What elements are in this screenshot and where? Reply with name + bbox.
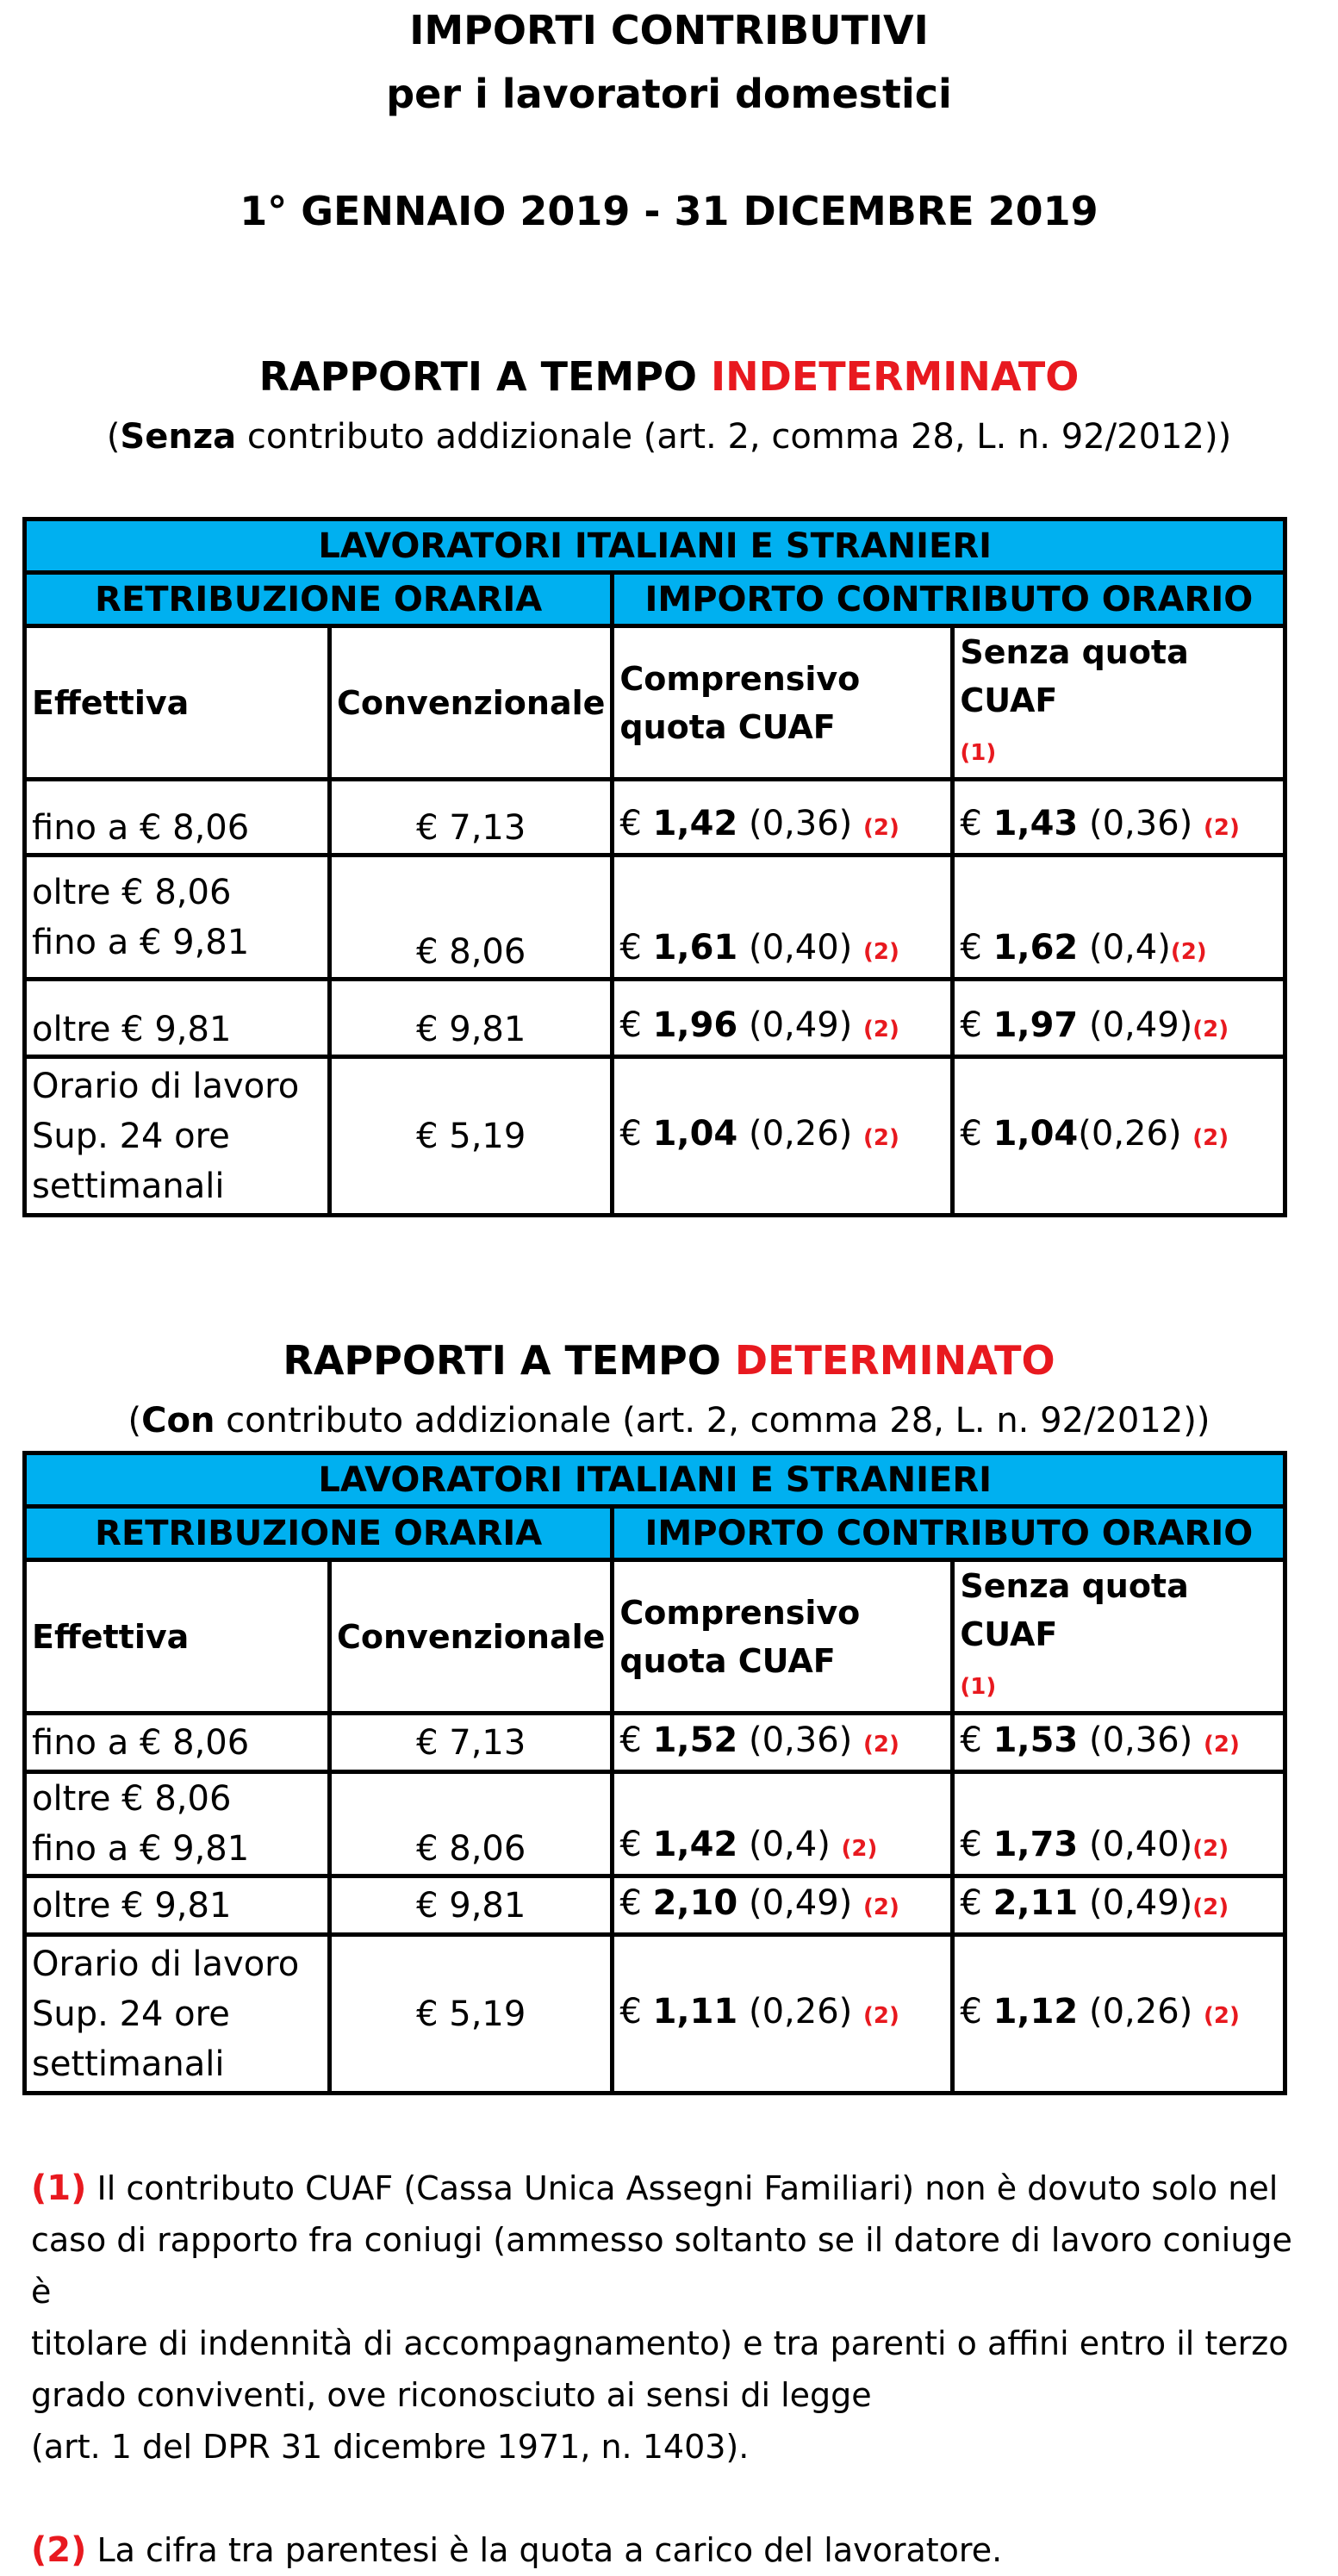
section-2-sub-rest: contributo addizionale (art. 2, comma 28, L. n. 92/2012)) [215,1401,1210,1440]
amount-prefix: € [960,1114,993,1154]
amount-prefix: € [619,1825,653,1864]
col-senza-ref: (1) [960,740,997,766]
cell-effettiva: fino a € 8,06 [25,1714,330,1772]
section-1-heading-prefix: RAPPORTI A TEMPO [258,353,712,400]
footnote-1-line: (art. 1 del DPR 31 dicembre 1971, n. 1403). [31,2428,750,2466]
amount-prefix: € [619,1005,653,1045]
cell-effettiva [25,856,330,980]
worker-share: (0,26) [1078,1992,1204,2032]
amount-value: 1,97 [993,1005,1079,1045]
cell-effettiva: oltre € 9,81 [25,1876,330,1935]
amount-prefix: € [960,1720,993,1760]
footnote-1-line: grado conviventi, ove riconosciuto ai sensi di legge [31,2376,872,2414]
amount-value: 1,43 [993,804,1079,843]
cell-convenzionale: € 5,19 [330,1057,613,1216]
amount-value: 1,04 [993,1114,1079,1154]
amount-prefix: € [619,1883,653,1923]
col-effettiva: Effettiva [25,626,330,780]
col-comprensivo: Comprensivo quota CUAF [613,1560,953,1714]
footnote-1-line: caso di rapporto fra coniugi (ammesso soltanto se il datore di lavoro coniuge è [31,2221,1292,2311]
note-ref: (2) [1192,1125,1229,1151]
cell-senza [953,780,1285,856]
note-ref: (2) [1192,1895,1229,1920]
table-row [25,980,1285,1057]
amount-value: 1,52 [652,1720,738,1760]
table-row [25,1935,1285,2094]
note-ref: (2) [862,1017,899,1042]
footnote-1 [31,2162,1315,2473]
table-row [25,780,1285,856]
cell-senza [953,1714,1285,1772]
cell-convenzionale: € 9,81 [330,1876,613,1935]
worker-share: (0,36) [1078,804,1204,843]
amount-prefix: € [960,804,993,843]
note-ref: (2) [1192,1017,1229,1042]
section-1-sub-rest: contributo addizionale (art. 2, comma 28, L. n. 92/2012)) [236,417,1232,457]
amount-value: 1,96 [652,1005,738,1045]
worker-share: (0,49) [737,1005,863,1045]
amount-value: 1,61 [652,928,738,968]
group-header: LAVORATORI ITALIANI E STRANIERI [25,1453,1285,1507]
worker-share: (0,49) [1078,1005,1193,1045]
table-row [25,1714,1285,1772]
cell-effettiva: fino a € 8,06 [25,780,330,856]
contribution-table-determinato [22,1451,1287,2095]
worker-share: (0,36) [737,804,863,843]
amount-value: 1,12 [993,1992,1079,2032]
cell-effettiva [25,1057,330,1216]
amount-value: 1,11 [652,1992,738,2032]
footnote-1-line: titolare di indennità di accompagnamento) e tra parenti o affini entro il terzo [31,2324,1289,2362]
col-convenzionale: Convenzionale [330,626,613,780]
cell-comprensivo [613,1935,953,2094]
amount-prefix: € [960,1825,993,1864]
amount-prefix: € [619,1720,653,1760]
amount-prefix: € [960,1992,993,2032]
worker-share: (0,49) [737,1883,863,1923]
effettiva-line: oltre € 8,06 [32,1779,232,1819]
cell-convenzionale: € 7,13 [330,780,613,856]
section-1-subtitle [0,417,1338,457]
effettiva-line: Sup. 24 ore [32,1116,230,1156]
footnote-2-text: La cifra tra parentesi è la quota a carico del lavoratore. [86,2531,1003,2569]
amount-prefix: € [619,928,653,968]
cell-senza [953,1772,1285,1876]
note-ref: (2) [862,2003,899,2029]
cell-convenzionale: € 7,13 [330,1714,613,1772]
amount-prefix: € [619,804,653,843]
footnote-2-ref: (2) [31,2530,87,2570]
cell-effettiva [25,1935,330,2094]
note-ref: (2) [1203,1732,1240,1758]
cell-comprensivo [613,980,953,1057]
section-2-heading [0,1337,1338,1384]
note-ref: (2) [862,815,899,841]
note-ref: (2) [1203,2003,1240,2029]
cell-comprensivo [613,1057,953,1216]
cell-senza [953,1057,1285,1216]
worker-share: (0,4) [1078,928,1171,968]
table-row [25,1057,1285,1216]
col-convenzionale: Convenzionale [330,1560,613,1714]
cell-convenzionale: € 9,81 [330,980,613,1057]
col-senza [953,626,1285,780]
right-header: IMPORTO CONTRIBUTO ORARIO [613,1507,1285,1560]
col-comprensivo: Comprensivo quota CUAF [613,626,953,780]
effettiva-line: oltre € 8,06 [32,872,232,912]
section-2-heading-prefix: RAPPORTI A TEMPO [283,1337,735,1384]
period-title: 1° GENNAIO 2019 - 31 DICEMBRE 2019 [240,188,1098,234]
note-ref: (2) [1192,1836,1229,1862]
title-line-1: IMPORTI CONTRIBUTIVI [409,7,929,53]
effettiva-line: Sup. 24 ore [32,1994,230,2034]
amount-value: 1,42 [652,1825,738,1864]
cell-convenzionale: € 8,06 [330,856,613,980]
group-header: LAVORATORI ITALIANI E STRANIERI [25,520,1285,573]
section-2-heading-highlight: DETERMINATO [734,1337,1055,1384]
section-1-heading [0,353,1338,400]
effettiva-line: settimanali [32,2044,225,2084]
left-header: RETRIBUZIONE ORARIA [25,1507,613,1560]
amount-value: 1,73 [993,1825,1079,1864]
footnote-1-ref: (1) [31,2168,87,2208]
worker-share: (0,49) [1078,1883,1193,1923]
note-ref: (2) [1203,815,1240,841]
worker-share: (0,36) [737,1720,863,1760]
note-ref: (2) [862,1895,899,1920]
worker-share: (0,4) [737,1825,842,1864]
cell-convenzionale: € 8,06 [330,1772,613,1876]
table-row [25,1876,1285,1935]
amount-value: 1,42 [652,804,738,843]
amount-prefix: € [960,928,993,968]
section-2-sub-bold: Con [141,1401,215,1440]
cell-senza [953,980,1285,1057]
cell-senza [953,1935,1285,2094]
amount-prefix: € [960,1883,993,1923]
note-ref: (2) [862,1125,899,1151]
section-1-sub-bold: Senza [120,417,237,457]
note-ref: (2) [1170,939,1207,965]
cell-comprensivo [613,780,953,856]
cell-comprensivo [613,1714,953,1772]
right-header: IMPORTO CONTRIBUTO ORARIO [613,573,1285,626]
amount-prefix: € [619,1114,653,1154]
amount-value: 1,53 [993,1720,1079,1760]
cell-comprensivo [613,1876,953,1935]
col-senza-ref: (1) [960,1674,997,1700]
section-2-sub-open: ( [128,1401,142,1440]
amount-value: 1,04 [652,1114,738,1154]
cell-effettiva [25,1772,330,1876]
section-1-sub-open: ( [106,417,121,457]
col-senza-label: Senza quota CUAF [960,633,1189,719]
table-row [25,856,1285,980]
cell-effettiva: oltre € 9,81 [25,980,330,1057]
note-ref: (2) [862,1732,899,1758]
effettiva-line: settimanali [32,1166,225,1206]
cell-comprensivo [613,856,953,980]
section-1-heading-highlight: INDETERMINATO [711,353,1080,400]
effettiva-line: fino a € 9,81 [32,1829,250,1869]
table-row [25,1772,1285,1876]
col-senza-label: Senza quota CUAF [960,1567,1189,1653]
worker-share: (0,36) [1078,1720,1204,1760]
amount-prefix: € [619,1992,653,2032]
amount-prefix: € [960,1005,993,1045]
footnotes [31,2162,1315,2576]
worker-share: (0,26) [1078,1114,1193,1154]
worker-share: (0,26) [737,1114,863,1154]
effettiva-line: Orario di lavoro [32,1944,300,1984]
footnote-2 [31,2524,1315,2576]
note-ref: (2) [862,939,899,965]
footnote-1-line: Il contributo CUAF (Cassa Unica Assegni Familiari) non è dovuto solo nel [86,2169,1279,2207]
cell-senza [953,1876,1285,1935]
cell-comprensivo [613,1772,953,1876]
worker-share: (0,40) [737,928,863,968]
amount-value: 2,10 [652,1883,738,1923]
worker-share: (0,40) [1078,1825,1193,1864]
amount-value: 1,62 [993,928,1079,968]
effettiva-line: Orario di lavoro [32,1066,300,1106]
cell-senza [953,856,1285,980]
amount-value: 2,11 [993,1883,1079,1923]
left-header: RETRIBUZIONE ORARIA [25,573,613,626]
title-line-2: per i lavoratori domestici [386,71,952,117]
section-2-subtitle [0,1401,1338,1440]
worker-share: (0,26) [737,1992,863,2032]
col-effettiva: Effettiva [25,1560,330,1714]
cell-convenzionale: € 5,19 [330,1935,613,2094]
effettiva-line: fino a € 9,81 [32,922,250,962]
note-ref: (2) [841,1836,878,1862]
col-senza [953,1560,1285,1714]
contribution-table-indeterminato [22,517,1287,1217]
